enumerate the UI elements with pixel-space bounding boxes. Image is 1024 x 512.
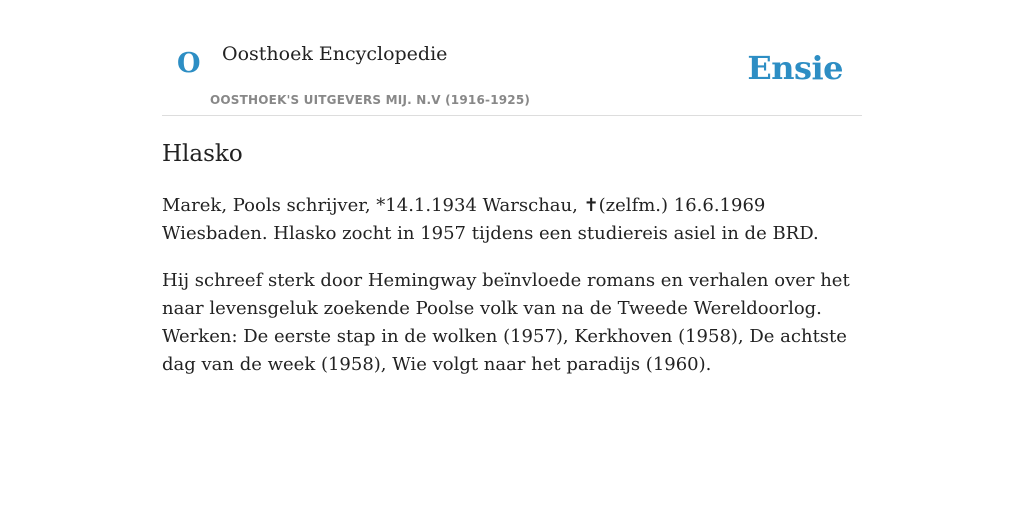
article-paragraph: Hij schreef sterk door Hemingway beïnvloede romans en verhalen over het naar levensgeluk zoekende Poolse volk van na de Tweede Wereldoorlog. Werken: De eerste stap in de wolken (1957), Kerkhoven (1958), De achtste dag van de week (1958), Wie volgt naar het paradijs (1960). xyxy=(162,270,850,375)
article-paragraph: Marek, Pools schrijver, *14.1.1934 Warschau, ✝(zelfm.) 16.6.1969 Wiesbaden. Hlasko zocht in 1957 tijdens een studiereis asiel in de BRD. xyxy=(162,195,819,244)
logo[interactable]: O xyxy=(177,48,201,79)
page-container xyxy=(162,0,862,375)
article-body xyxy=(162,192,862,398)
publisher-subtitle: OOSTHOEK'S UITGEVERS MIJ. N.V (1916-1925) xyxy=(210,93,531,107)
brand-logo-link[interactable]: Ensie xyxy=(747,49,843,87)
site-header xyxy=(162,0,862,116)
site-name[interactable]: Oosthoek Encyclopedie xyxy=(222,43,448,65)
article-title: Hlasko xyxy=(162,141,243,167)
